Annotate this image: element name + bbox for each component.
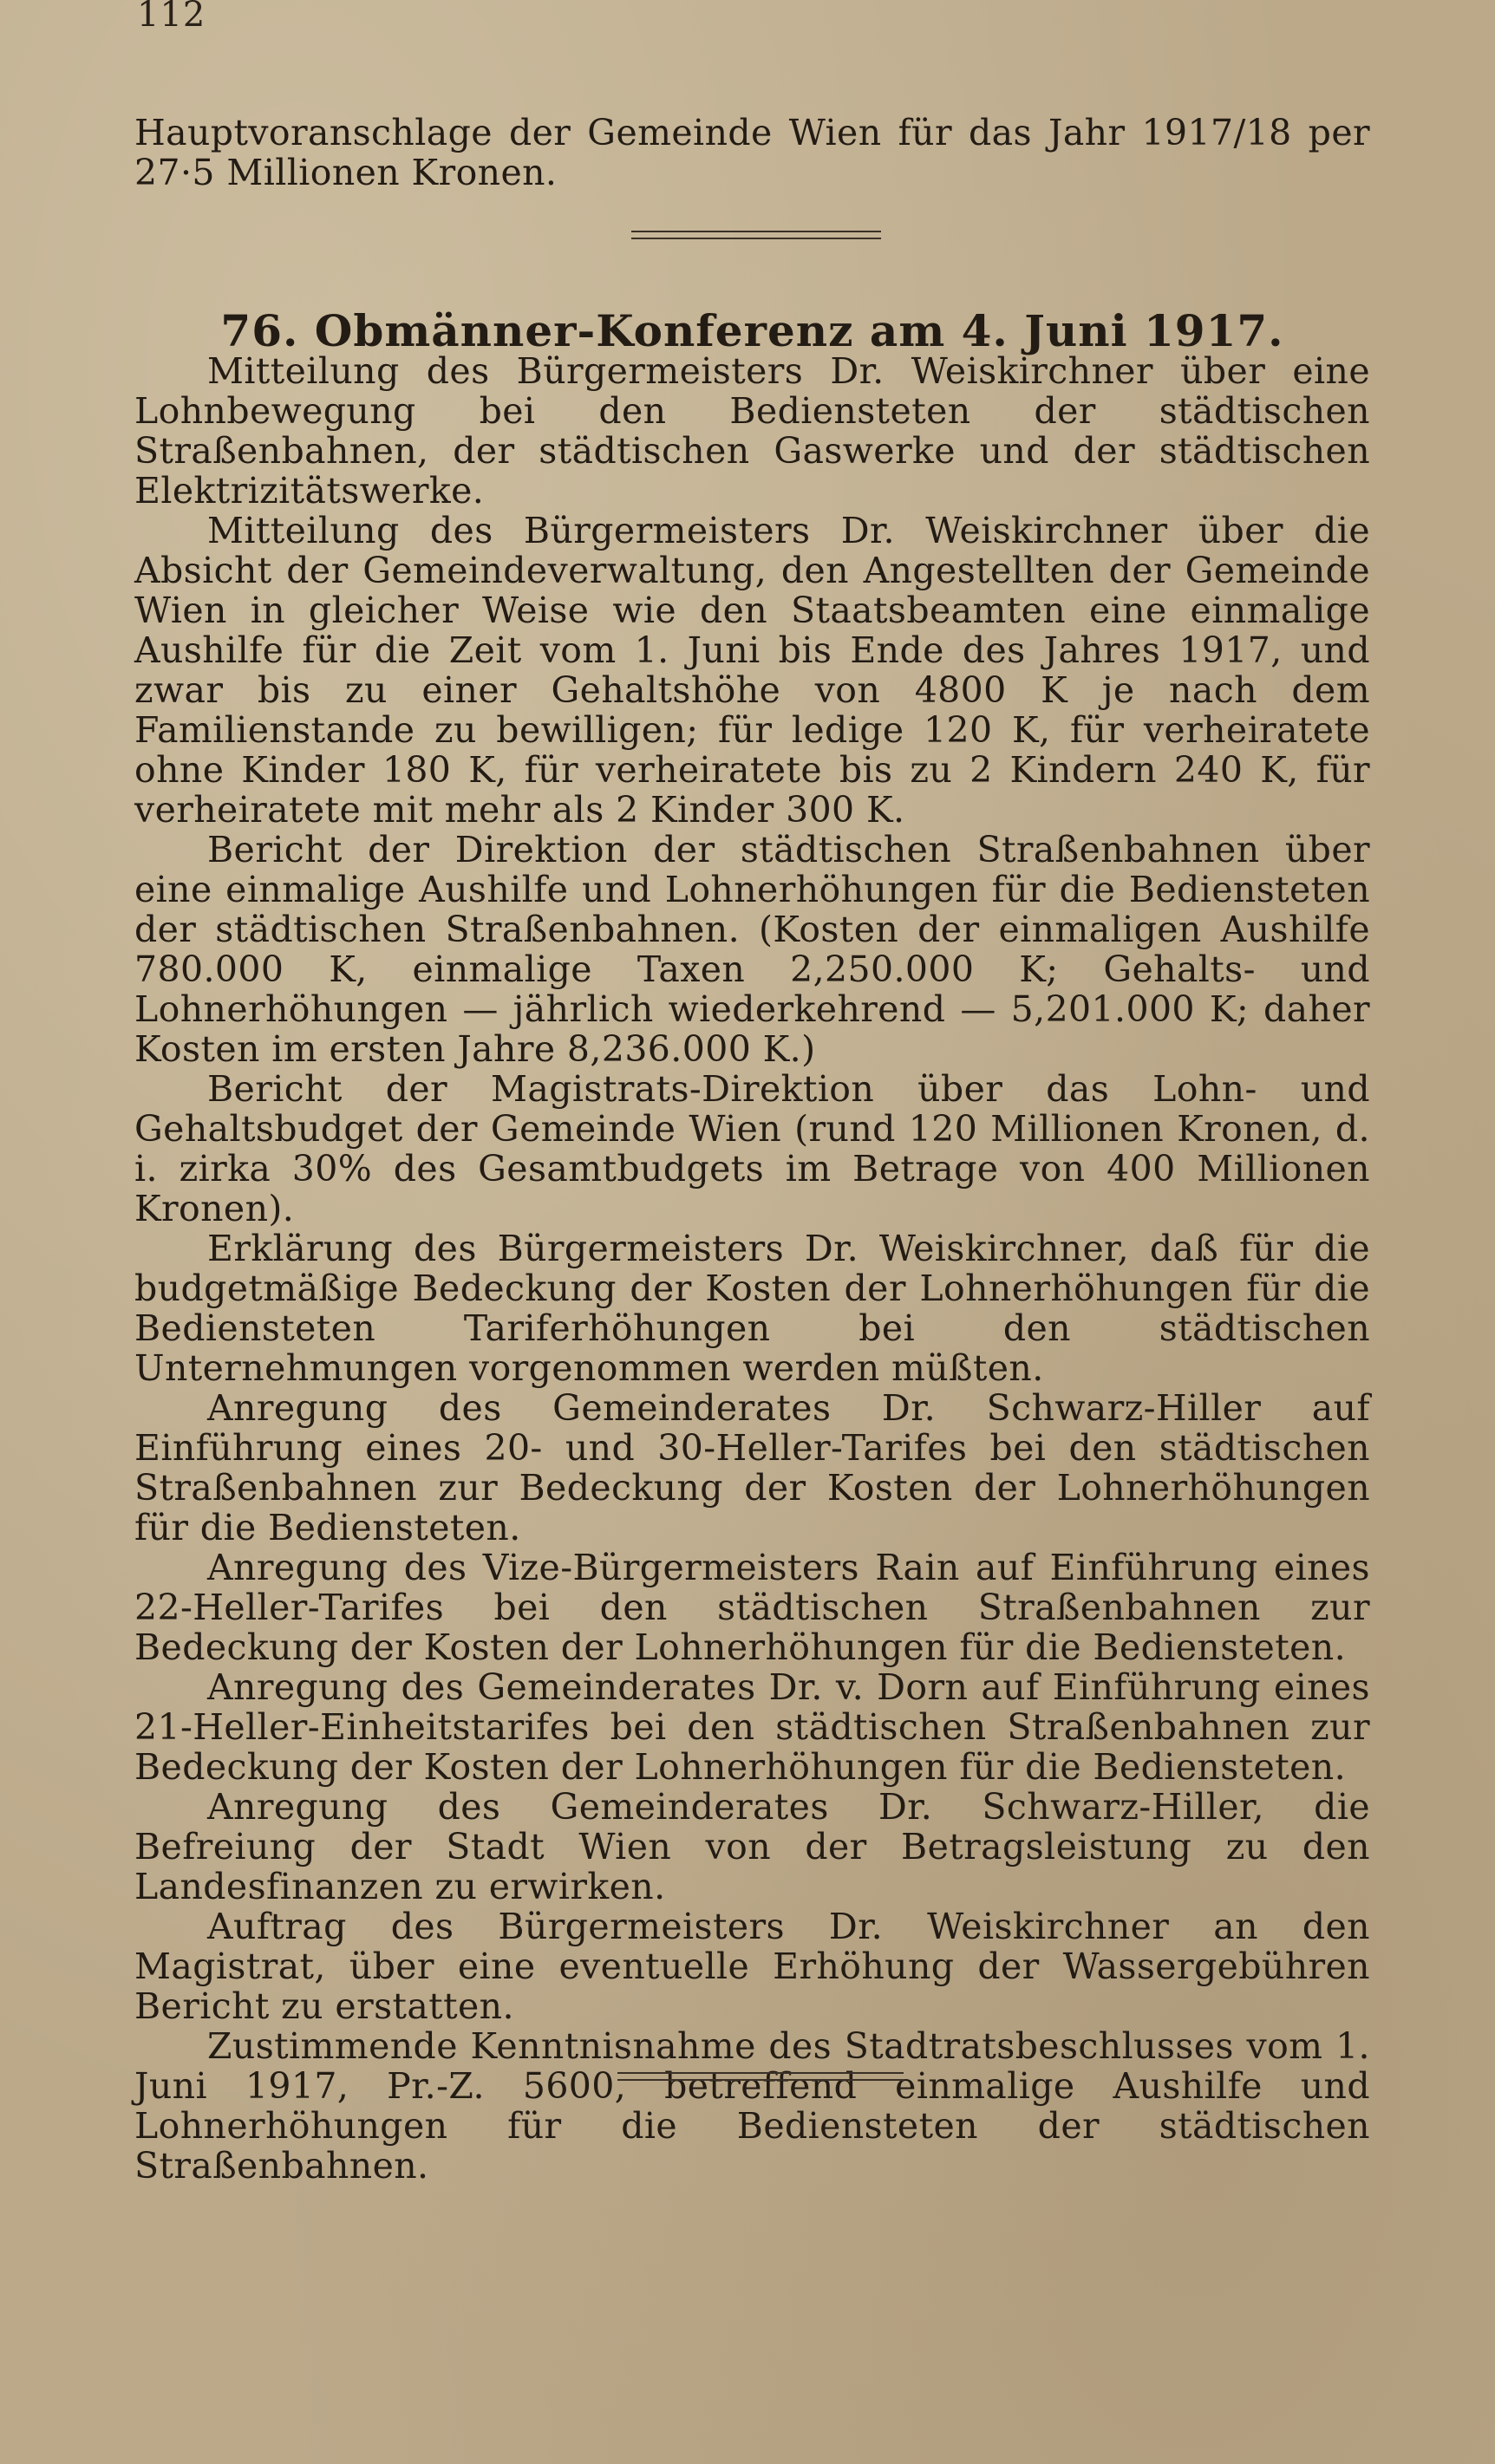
paragraph-5: Erklärung des Bürgermeisters Dr. Weiskirchner, daß für die budgetmäßige Bedeckung der Kosten der Lohnerhöhungen für die Bediensteten Tariferhöhungen bei den städtischen Unternehmungen vorgenommen werden müßten. bbox=[134, 1228, 1370, 1389]
paragraph-10: Auftrag des Bürgermeisters Dr. Weiskirchner an den Magistrat, über eine eventuelle Erhöhung der Wassergebühren Bericht zu erstatten. bbox=[134, 1906, 1370, 2027]
paragraph-6: Anregung des Gemeinderates Dr. Schwarz-Hiller auf Einführung eines 20- und 30-Heller-Tarifes bei den städtischen Straßenbahnen zur Bedeckung der Kosten der Lohnerhöhungen für die Bediensteten. bbox=[134, 1387, 1370, 1548]
section-title: 76. Obmänner-Konferenz am 4. Juni 1917. bbox=[220, 304, 1284, 356]
section-body bbox=[134, 351, 1370, 2186]
paragraph-8: Anregung des Gemeinderates Dr. v. Dorn auf Einführung eines 21-Heller-Einheitstarifes bei den städtischen Straßenbahnen zur Bedeckung der Kosten der Lohnerhöhungen für die Bediensteten. bbox=[134, 1666, 1370, 1788]
continuation-paragraph: Hauptvoranschlage der Gemeinde Wien für das Jahr 1917/18 per 27·5 Millionen Kronen. bbox=[134, 112, 1370, 193]
paragraph-2: Mitteilung des Bürgermeisters Dr. Weiskirchner über die Absicht der Gemeindeverwaltung, den Angestellten der Gemeinde Wien in gleicher Weise wie den Staatsbeamten eine einmalige Aushilfe für die Zeit vom 1. Juni bis Ende des Jahres 1917, und zwar bis zu einer Gehaltshöhe von 4800 K je nach dem Familienstande zu bewilligen; für ledige 120 K, für verheiratete ohne Kinder 180 K, für verheiratete bis zu 2 Kindern 240 K, für verheiratete mit mehr als 2 Kinder 300 K. bbox=[134, 510, 1370, 831]
paragraph-1: Mitteilung des Bürgermeisters Dr. Weiskirchner über eine Lohnbewegung bei den Bediensteten der städtischen Straßenbahnen, der städtischen Gaswerke und der städtischen Elektrizitätswerke. bbox=[134, 350, 1370, 512]
paragraph-11: Zustimmende Kenntnisnahme des Stadtratsbeschlusses vom 1. Juni 1917, Pr.-Z. 5600, betreffend einmalige Aushilfe und Lohnerhöhungen für die Bediensteten der städtischen Straßenbahnen. bbox=[134, 2025, 1370, 2187]
paragraph-7: Anregung des Vize-Bürgermeisters Rain auf Einführung eines 22-Heller-Tarifes bei den städtischen Straßenbahnen zur Bedeckung der Kosten der Lohnerhöhungen für die Bediensteten. bbox=[134, 1547, 1370, 1668]
paragraph-9: Anregung des Gemeinderates Dr. Schwarz-Hiller, die Befreiung der Stadt Wien von der Betragsleistung zu den Landesfinanzen zu erwirken. bbox=[134, 1786, 1370, 1907]
section-divider-top bbox=[631, 231, 881, 232]
section-divider-bottom bbox=[617, 2072, 904, 2074]
paragraph-4: Bericht der Magistrats-Direktion über das Lohn- und Gehaltsbudget der Gemeinde Wien (rund 120 Millionen Kronen, d. i. zirka 30% des Gesamtbudgets im Betrage von 400 Millionen Kronen). bbox=[134, 1068, 1370, 1229]
page-number: 112 bbox=[137, 0, 206, 35]
paragraph-3: Bericht der Direktion der städtischen Straßenbahnen über eine einmalige Aushilfe und Lohnerhöhungen für die Bediensteten der städtischen Straßenbahnen. (Kosten der einmaligen Aushilfe 780.000 K, einmalige Taxen 2,250.000 K; Gehalts- und Lohnerhöhungen — jährlich wiederkehrend — 5,201.000 K; daher Kosten im ersten Jahre 8,236.000 K.) bbox=[134, 829, 1370, 1070]
